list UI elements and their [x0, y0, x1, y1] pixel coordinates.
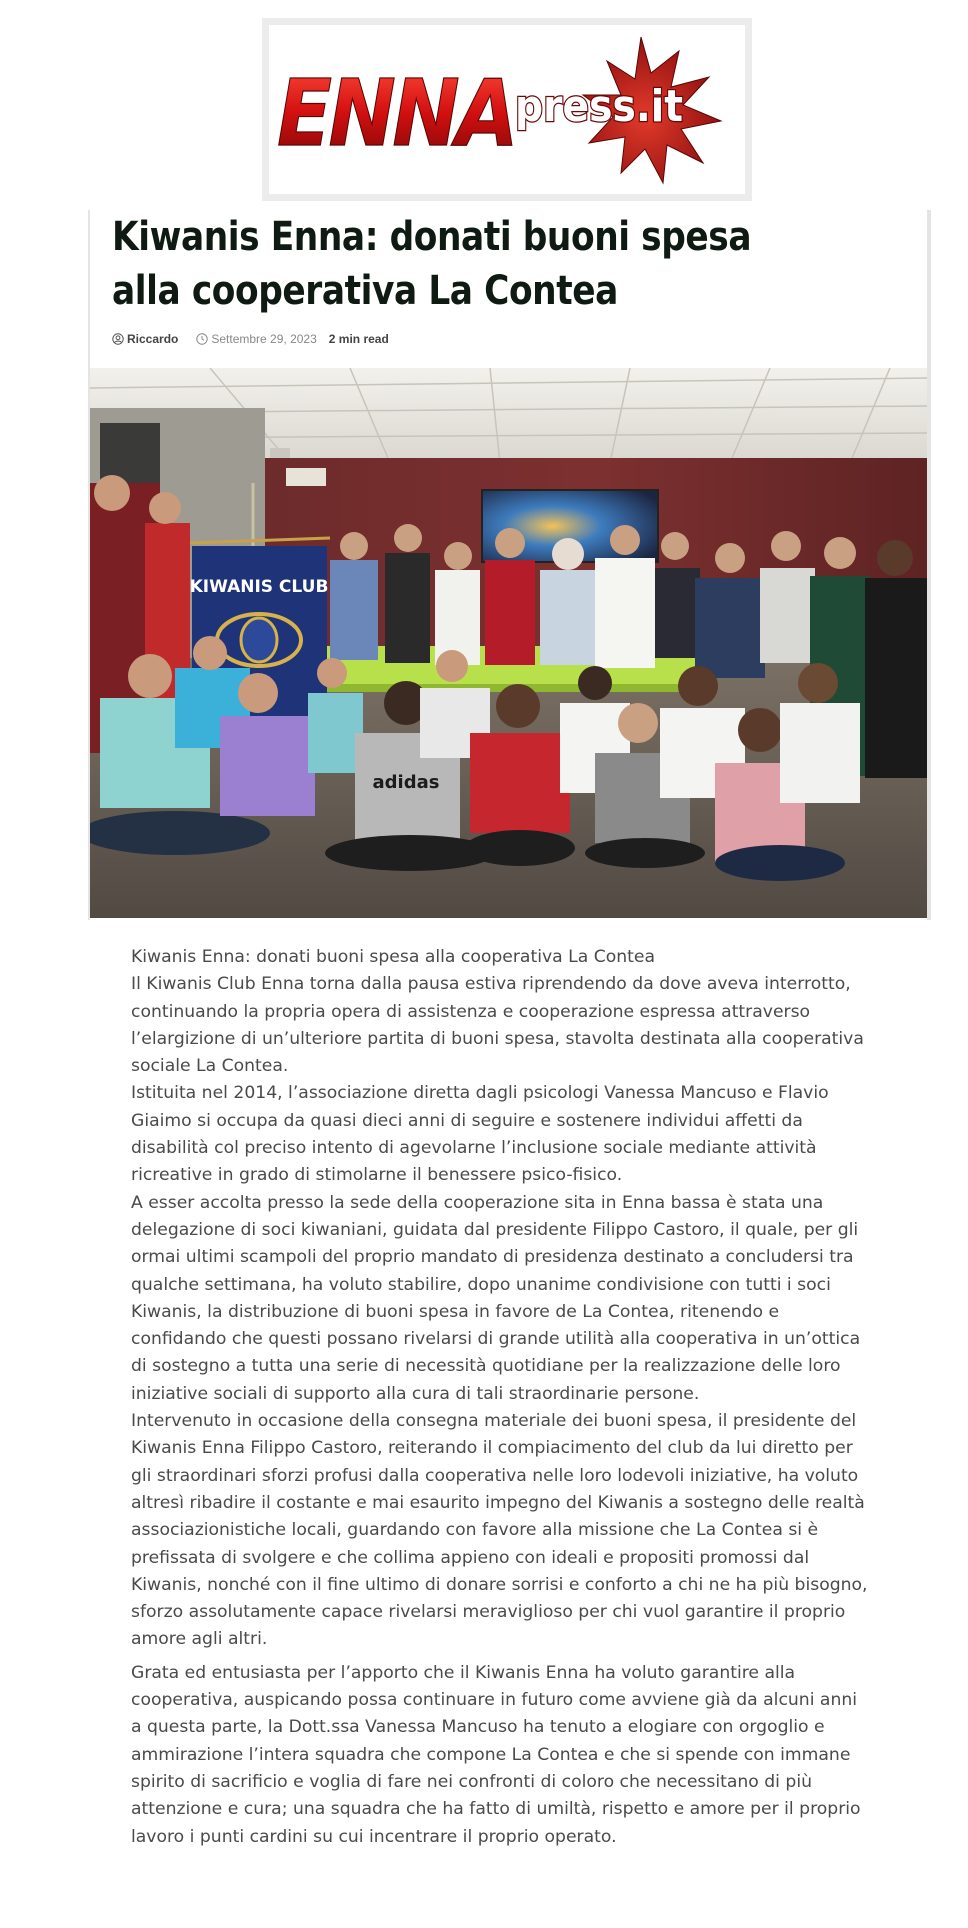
clock-icon: [196, 333, 208, 345]
article-paragraph: Il Kiwanis Club Enna torna dalla pausa estiva riprendendo da dove aveva interrotto, continuando la propria opera di assistenza e cooperazione espressa attraverso l’elargizione di un’ulteriore partita di buoni spesa, stavolta destinata alla cooperativa sociale La Contea.: [131, 974, 864, 1077]
group-photo: [90, 368, 927, 918]
logo-main-text: ENNA: [277, 60, 515, 167]
article-title[interactable]: Kiwanis Enna: donati buoni spesa alla cooperativa La Contea: [112, 214, 752, 314]
author-name: Riccardo: [127, 332, 179, 346]
logo-graphic: [269, 25, 745, 194]
site-logo[interactable]: [262, 18, 752, 201]
article-card: [88, 210, 931, 920]
author-link[interactable]: [112, 332, 178, 346]
date-text: Settembre 29, 2023: [211, 332, 317, 346]
article-paragraph: Grata ed entusiasta per l’apporto che il Kiwanis Enna ha voluto garantire alla cooperativa, auspicando possa continuare in futuro come avviene già da alcuni anni a questa parte, la Dott.ssa Vanessa Mancuso ha tenuto a elogiare con orgoglio e ammirazione l’intera squadra che compone La Contea e che si spende con immane spirito di sacrificio e voglia di fare nei confronti di coloro che necessitano di più attenzione e cura; una squadra che ha fatto di umiltà, rispetto e amore per il proprio lavoro i punti cardini su cui incentrare il proprio operato.: [131, 1662, 861, 1847]
article-paragraph: Kiwanis Enna: donati buoni spesa alla cooperativa La Contea: [131, 947, 655, 967]
article-paragraph: Intervenuto in occasione della consegna materiale dei buoni spesa, il presidente del Kiwanis Enna Filippo Castoro, reiterando il compiacimento del club da lui diretto per gli straordinari sforzi profusi dalla cooperativa nelle loro lodevoli iniziative, ha voluto altresì ribadire il costante e mai esaurito impegno del Kiwanis a sostegno delle realtà associazionistiche locali, guardando con favore alla missione che La Contea si è prefissata di svolgere e che collima appieno con ideali e propositi promossi dal Kiwanis, nonché con il fine ultimo di donare sorrisi e conforto a chi ne ha più bisogno, sforzo assolutamente capace rivelarsi meraviglioso per chi vuol garantire il proprio amore agli altri.: [131, 1411, 868, 1650]
read-time: 2 min read: [328, 332, 389, 346]
article-photo: [90, 368, 927, 918]
article-paragraph: A esser accolta presso la sede della cooperazione sita in Enna bassa è stata una delegazione di soci kiwaniani, guidata dal presidente Filippo Castoro, il quale, per gli ormai ultimi scampoli del proprio mandato di presidenza destinato a concludersi tra qualche settimana, ha voluto stabilire, dopo unanime condivisione con tutti i soci Kiwanis, la distribuzione di buoni spesa in favore de La Contea, ritenendo e confidando che questi possano rivelarsi di grande utilità alla cooperativa in un’ottica di sostegno a tutta una serie di necessità quotidiane per la realizzazione delle loro iniziative sociali di supporto alla cura di tali straordinarie persone.: [131, 1192, 861, 1404]
banner-text: KIWANIS CLUB: [189, 577, 329, 597]
article-body: [131, 944, 871, 1851]
shirt-text: adidas: [372, 772, 440, 793]
user-icon: [112, 333, 124, 345]
article-paragraph: Istituita nel 2014, l’associazione diretta dagli psicologi Vanessa Mancuso e Flavio Giaimo si occupa da quasi dieci anni di seguire e sostenere individui affetti da disabilità col preciso intento di agevolarne l’inclusione sociale mediante attività ricreative in grado di stimolarne il benessere psico-fisico.: [131, 1083, 829, 1186]
article-meta: [112, 330, 389, 348]
logo-suffix-text: press.it: [515, 81, 683, 132]
logo-banner: [269, 25, 745, 194]
publish-date: [196, 332, 316, 346]
